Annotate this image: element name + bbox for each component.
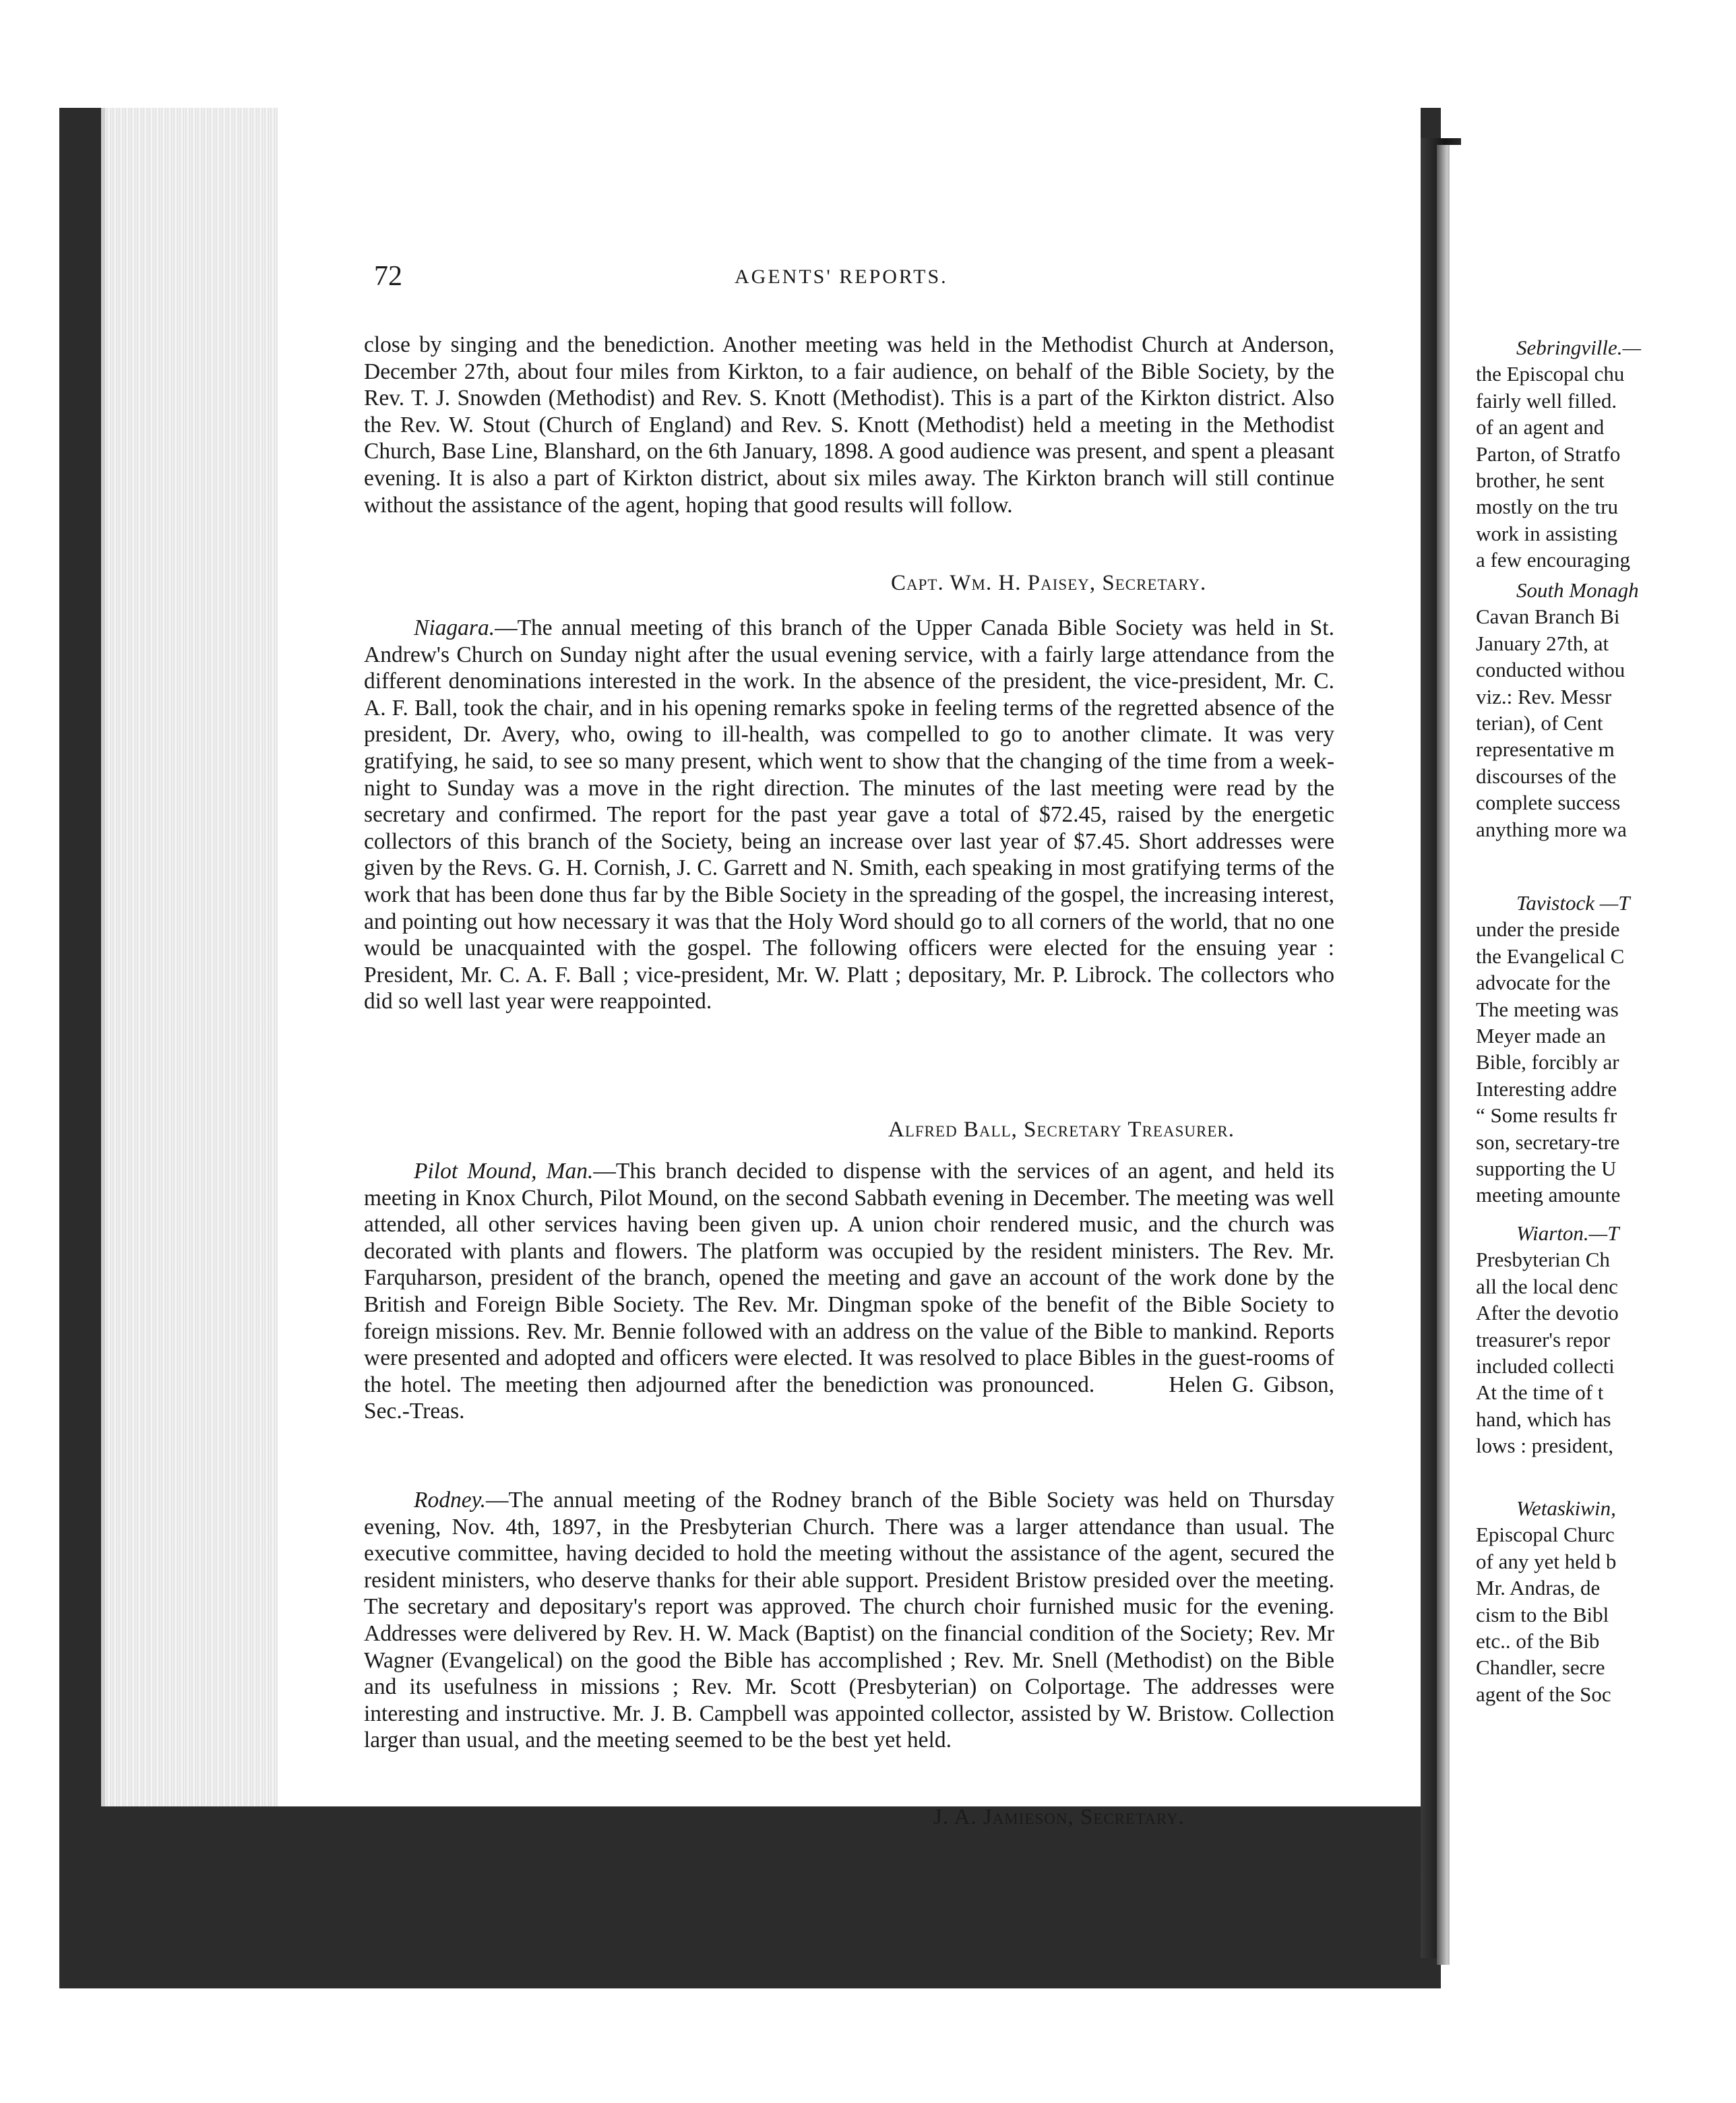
fragment-line: under the preside [1476, 917, 1620, 942]
report-text: —This branch decided to dispense with the services of an agent, and held its meeting in Knox Church, Pilot Mound, on the second Sabbath evening in December. The meeting was well attended, all other services having been given up. A union choir rendered music, and the church was decorated with plants and flowers. The platform was occupied by the resident ministers. The Rev. Mr. Farquharson, president of the branch, opened the meeting and gave an account of the work done by the British and Foreign Bible Society. The Rev. Mr. Dingman spoke of the benefit of the Bible Society to foreign missions. Rev. Mr. Bennie followed with an address on the value of the Bible to mankind. Reports were presented and adopted and officers were elected. It was resolved to place Bibles in the guest-rooms of the hotel. The meeting then adjourned after the benediction was pronounced. [364, 1159, 1335, 1397]
fragment-line: Meyer made an [1476, 1024, 1606, 1048]
fragment-line: discourses of the [1476, 764, 1617, 788]
right-fragment-wetaskiwin [1476, 1495, 1736, 1707]
fragment-line: all the local denc [1476, 1274, 1618, 1298]
fragment-line: Sebringville.— [1516, 336, 1642, 359]
fragment-line: of any yet held b [1476, 1549, 1617, 1573]
fragment-line: lows : president, [1476, 1434, 1614, 1458]
fragment-line: mostly on the tru [1476, 495, 1618, 519]
place-heading: Pilot Mound, Man. [414, 1159, 594, 1184]
fragment-line: advocate for the [1476, 971, 1611, 995]
fragment-line: representative m [1476, 737, 1615, 762]
fragment-line: Wetaskiwin, [1516, 1496, 1616, 1520]
fragment-line: Cavan Branch Bi [1476, 605, 1620, 629]
fragment-line: “ Some results fr [1476, 1103, 1617, 1128]
fragment-line: Presbyterian Ch [1476, 1248, 1610, 1272]
fragment-line: work in assisting [1476, 521, 1618, 545]
place-heading: Rodney. [414, 1488, 486, 1513]
fragment-line: complete success [1476, 791, 1621, 815]
fragment-line: anything more wa [1476, 817, 1627, 841]
report-rodney [364, 1487, 1334, 1754]
fragment-line: After the devotio [1476, 1301, 1619, 1325]
report-text: —The annual meeting of the Rodney branch of the Bible Society was held on Thursday evening, Nov. 4th, 1897, in the Presbyterian Church. There was a larger attendance than usual. The executive committee, having decided to hold the meeting without the assistance of the agent, secured the resident ministers, who deserve thanks for their able support. President Bristow presided over the meeting. The secretary and depositary's report was approved. The church choir furnished music for the evening. Addresses were delivered by Rev. H. W. Mack (Baptist) on the financial condition of the Society; Rev. Mr Wagner (Evangelical) on the good the Bible has accomplished ; Rev. Mr. Snell (Methodist) on the Bible and its usefulness in missions ; Rev. Mr. Scott (Presbyterian) on Colportage. The addresses were interesting and instructive. Mr. J. B. Campbell was appointed collector, assisted by W. Bristow. Collection larger than usual, and the meeting seemed to be the best yet held. [364, 1488, 1334, 1753]
fragment-line: brother, he sent [1476, 468, 1605, 493]
report-kirkton [364, 332, 1334, 518]
fragment-line: January 27th, at [1476, 631, 1609, 655]
running-head: AGENTS' REPORTS. [735, 266, 948, 288]
fragment-line: The meeting was [1476, 997, 1619, 1021]
signature-text: Alfred Ball, Secretary Treasurer. [888, 1118, 1235, 1142]
signature-kirkton [891, 570, 1206, 597]
fragment-line: of an agent and [1476, 415, 1605, 439]
fragment-line: son, secretary-tre [1476, 1130, 1620, 1154]
signature-niagara [888, 1116, 1235, 1143]
fragment-line: conducted withou [1476, 658, 1625, 682]
right-fragment-wiarton [1476, 1220, 1736, 1459]
signature-rodney [933, 1804, 1185, 1831]
signature-pilot-mound: Helen G. Gibson, Sec.-Treas. [364, 1372, 1334, 1424]
fragment-line: Episcopal Churc [1476, 1523, 1615, 1547]
right-fragment-tavistock [1476, 890, 1736, 1209]
fragment-line: viz.: Rev. Messr [1476, 684, 1612, 708]
fragment-line: supporting the U [1476, 1157, 1617, 1181]
right-fragment-sebringville [1476, 334, 1736, 574]
fragment-line: the Evangelical C [1476, 944, 1625, 968]
place-heading: Niagara. [414, 615, 495, 640]
fragment-line: South Monagh [1516, 578, 1639, 602]
fragment-line: treasurer's repor [1476, 1327, 1611, 1351]
fragment-line: Chandler, secre [1476, 1655, 1605, 1680]
fragment-line: the Episcopal chu [1476, 362, 1625, 386]
fragment-line: etc.. of the Bib [1476, 1629, 1600, 1653]
fragment-line: cism to the Bibl [1476, 1602, 1609, 1626]
fragment-line: meeting amounte [1476, 1183, 1621, 1207]
report-text: —The annual meeting of this branch of the Upper Canada Bible Society was held in St. Andrew's Church on Sunday night after the usual evening service, with a fairly large attendance from the different denominations interested in the work. In the absence of the president, the vice-president, Mr. C. A. F. Ball, took the chair, and in his opening remarks spoke in feeling terms of the regretted absence of the president, Dr. Avery, who, owing to ill-health, was compelled to go to another climate. It was very gratifying, he said, to see so many present, which went to show that the changing of the time from a week-night to Sunday was a move in the right direction. The minutes of the last meeting were read by the secretary and confirmed. The report for the past year gave a total of $72.45, raised by the energetic collectors of this branch of the Society, being an increase over last year of $7.45. Short addresses were given by the Revs. G. H. Cornish, J. C. Garrett and N. Smith, each speaking in most gratifying terms of the work that has been done thus far by the Bible Society in the spreading of the gospel, the increasing interest, and pointing out how necessary it was that the Holy Word should go to all corners of the world, that no one would be unacquainted with the gospel. The following officers were elected for the ensuing year : President, Mr. C. A. F. Ball ; vice-president, Mr. W. Platt ; depositary, Mr. P. Librock. The collectors who did so well last year were reappointed. [364, 615, 1334, 1014]
fragment-line: a few encouraging [1476, 548, 1630, 572]
fragment-line: fairly well filled. [1476, 388, 1617, 413]
page-number: 72 [374, 261, 402, 292]
right-page-shadow [1437, 145, 1448, 1965]
signature-text: Capt. Wm. H. Paisey, Secretary. [891, 571, 1207, 595]
page-edges-stack [101, 108, 282, 1806]
fragment-line: Tavistock —T [1516, 891, 1630, 915]
fragment-line: Wiarton.—T [1516, 1221, 1619, 1245]
report-pilot-mound [364, 1158, 1334, 1425]
report-text: close by singing and the benediction. Another meeting was held in the Methodist Church at Anderson, December 27th, about four miles from Kirkton, to a fair audience, on behalf of the Bible Society, by the Rev. T. J. Snowden (Methodist) and Rev. S. Knott (Methodist). This is a part of the Kirkton district. Also the Rev. W. Stout (Church of England) and Rev. S. Knott (Methodist) held a meeting in the Methodist Church, Base Line, Blanshard, on the 6th January, 1898. A good audience was present, and spent a pleasant evening. It is also a part of Kirkton district, about six miles away. The Kirkton branch will still continue without the assistance of the agent, hoping that good results will follow. [364, 332, 1334, 518]
signature-text: J. A. Jamieson, Secretary. [933, 1805, 1185, 1829]
fragment-line: agent of the Soc [1476, 1682, 1611, 1706]
fragment-line: Parton, of Stratfo [1476, 441, 1621, 466]
fragment-line: Mr. Andras, de [1476, 1576, 1601, 1600]
report-niagara [364, 615, 1334, 1015]
right-fragment-south-monaghan [1476, 577, 1736, 843]
fragment-line: Bible, forcibly ar [1476, 1050, 1619, 1074]
fragment-line: hand, which has [1476, 1407, 1611, 1431]
fragment-line: At the time of t [1476, 1380, 1604, 1405]
fragment-line: Interesting addre [1476, 1076, 1617, 1101]
fragment-line: included collecti [1476, 1354, 1615, 1378]
fragment-line: terian), of Cent [1476, 711, 1603, 735]
